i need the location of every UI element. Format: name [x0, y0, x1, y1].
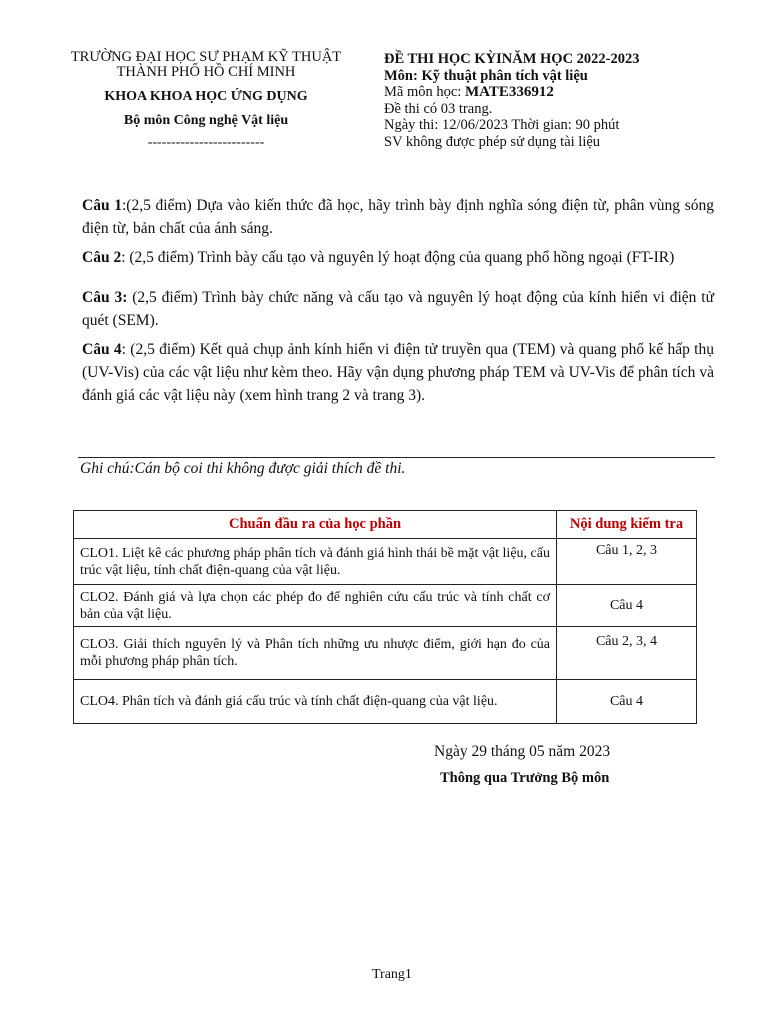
- question-text: : (2,5 điểm) Trình bày cấu tạo và nguyên lý hoạt động của quang phổ hồng ngoại (FT-IR): [121, 249, 675, 266]
- page-number: Trang1: [372, 967, 412, 982]
- university-name-line2: THÀNH PHỐ HỒ CHÍ MINH: [116, 64, 296, 80]
- exam-note: Ghi chú:Cán bộ coi thi không được giải thích đề thi.: [80, 460, 406, 477]
- question-label: Câu 4: [82, 341, 122, 358]
- faculty-name: KHOA KHOA HỌC ỨNG DỤNG: [104, 89, 308, 104]
- question-2: [82, 246, 714, 269]
- table-row: [74, 539, 697, 585]
- clo-question-ref: Câu 4: [557, 680, 697, 724]
- column-header-content: Nội dung kiểm tra: [557, 511, 697, 539]
- exam-info-header: [384, 51, 714, 151]
- subject-name: Môn: Kỹ thuật phân tích vật liệu: [384, 67, 588, 84]
- question-label: Câu 1: [82, 197, 122, 214]
- table-row: [74, 680, 697, 724]
- approval-line: Thông qua Trưởng Bộ môn: [440, 770, 610, 786]
- question-3: [82, 286, 714, 332]
- clo-question-ref: Câu 4: [557, 585, 697, 627]
- question-1: [82, 194, 714, 240]
- clo-description: CLO1. Liệt kê các phương pháp phân tích và đánh giá hình thái bề mặt vật liệu, cấu trúc vật liệu, tính chất điện-quang của vật liệu.: [74, 539, 557, 585]
- course-code-label: Mã môn học:: [384, 84, 465, 101]
- exam-title: ĐỀ THI HỌC KỲINĂM HỌC 2022-2023: [384, 51, 640, 67]
- column-header-outcomes: Chuẩn đầu ra của học phần: [74, 511, 557, 539]
- table-header-row: [74, 511, 697, 539]
- table-row: [74, 585, 697, 627]
- course-code: MATE336912: [464, 84, 554, 101]
- table-row: [74, 627, 697, 680]
- note-divider: [78, 457, 715, 458]
- clo-description: CLO4. Phân tích và đánh giá cấu trúc và tính chất điện-quang của vật liệu.: [74, 680, 557, 724]
- materials-policy: SV không được phép sử dụng tài liệu: [384, 133, 601, 150]
- university-name-line1: TRƯỜNG ĐẠI HỌC SƯ PHẠM KỸ THUẬT: [70, 49, 342, 65]
- exam-date-time: Ngày thi: 12/06/2023 Thời gian: 90 phút: [384, 117, 620, 134]
- learning-outcomes-table: [73, 510, 697, 724]
- clo-description: CLO3. Giải thích nguyên lý và Phân tích những ưu nhược điểm, giới hạn đo của mỗi phương pháp phân tích.: [74, 627, 557, 680]
- question-text: :(2,5 điểm) Dựa vào kiến thức đã học, hãy trình bày định nghĩa sóng điện từ, phân vùng sóng điện từ, bản chất của ánh sáng.: [82, 197, 714, 237]
- question-4: [82, 338, 714, 407]
- question-text: : (2,5 điểm) Kết quả chụp ảnh kính hiển vi điện tử truyền qua (TEM) và quang phổ kế hấp thụ (UV-Vis) của các vật liệu như kèm theo. Hãy vận dụng phương pháp TEM và UV-Vis để phân tích và đánh giá các vật liệu này (xem hình trang 2 và trang 3).: [82, 341, 714, 404]
- signoff-date: Ngày 29 tháng 05 năm 2023: [434, 743, 611, 760]
- question-text: (2,5 điểm) Trình bày chức năng và cấu tạo và nguyên lý hoạt động của kính hiển vi điện tử quét (SEM).: [82, 289, 714, 329]
- course-code-line: [384, 84, 714, 101]
- header-divider: -------------------------: [147, 135, 265, 150]
- department-name: Bộ môn Công nghệ Vật liệu: [123, 113, 289, 128]
- institution-header: [60, 50, 352, 150]
- clo-question-ref: Câu 1, 2, 3: [557, 539, 697, 585]
- question-label: Câu 2: [82, 249, 122, 266]
- question-label: Câu 3:: [82, 289, 128, 306]
- clo-description: CLO2. Đánh giá và lựa chọn các phép đo để nghiên cứu cấu trúc và tính chất cơ bản của vật liệu.: [74, 585, 557, 627]
- clo-question-ref: Câu 2, 3, 4: [557, 627, 697, 680]
- page-count: Đề thi có 03 trang.: [384, 100, 493, 117]
